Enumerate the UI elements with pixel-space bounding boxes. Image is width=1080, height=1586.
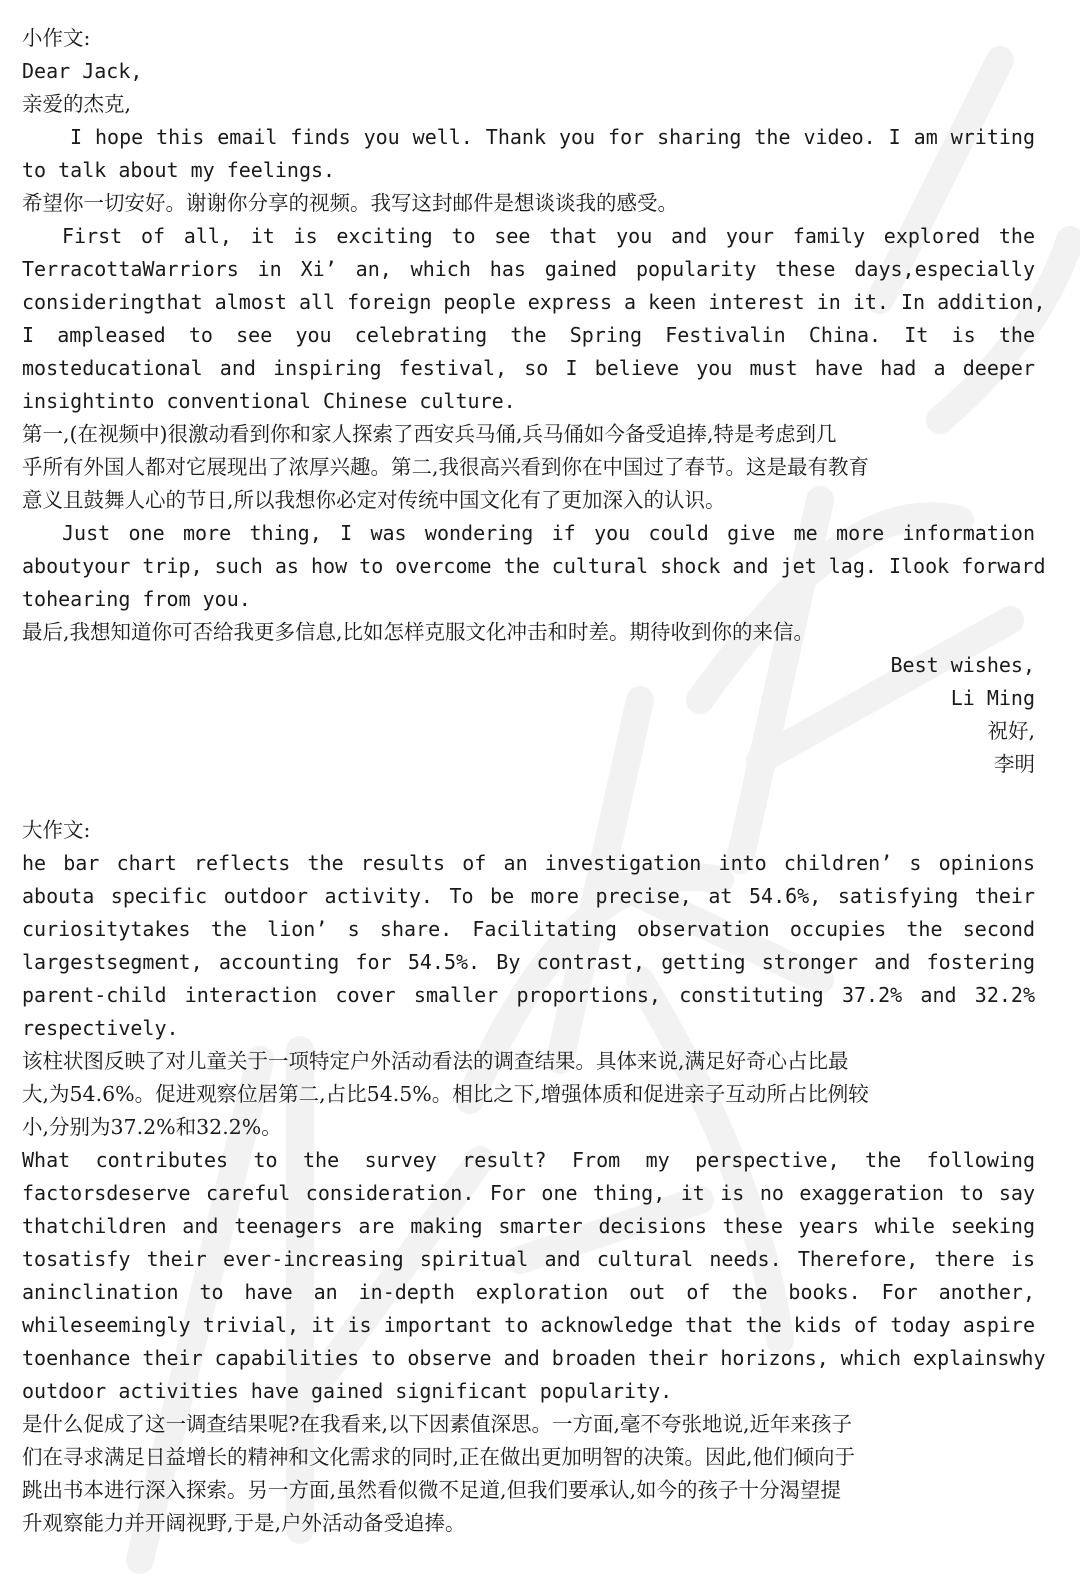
big_essay-line: whileseemingly trivial, it is important to acknowledge that the kids of today aspire [22,1313,1035,1337]
small_essay-line: 最后,我想知道你可否给我更多信息,比如怎样克服文化冲击和时差。期待收到你的来信。 [22,620,815,644]
small_essay-line: TerracottaWarriors in Xi’ an, which has gained popularity these days,especially [22,257,1035,281]
big_essay-line: 跳出书本进行深入探索。另一方面,虽然看似微不足道,但我们要承认,如今的孩子十分渴望提 [22,1478,842,1502]
big_essay-line: factorsdeserve careful consideration. For one thing, it is no exaggeration to say [22,1181,1035,1205]
big_essay-line: What contributes to the survey result? From my perspective, the following [22,1148,1035,1172]
small_essay-line: consideringthat almost all foreign people express a keen interest in it. In addition, [22,290,1046,314]
big_essay-line: respectively. [22,1016,179,1040]
small_essay-line: 意义且鼓舞人心的节日,所以我想你必定对传统中国文化有了更加深入的认识。 [22,488,726,512]
section-gap [22,781,1035,814]
big_essay-line: tosatisfy their ever-increasing spiritual and cultural needs. Therefore, there is [22,1247,1035,1271]
big_essay-line: toenhance their capabilities to observe and broaden their horizons, which explainswhy [22,1346,1046,1370]
big_essay-line: parent-child interaction cover smaller proportions, constituting 37.2% and 32.2% [22,983,1035,1007]
small_essay-line: tohearing from you. [22,587,251,611]
big_essay-line: thatchildren and teenagers are making smarter decisions these years while seeking [22,1214,1035,1238]
small_essay-line: Best wishes, [890,653,1035,677]
small_essay-line: aboutyour trip, such as how to overcome the cultural shock and jet lag. Ilook forward [22,554,1046,578]
document-page [22,22,1046,1540]
small_essay-line: 祝好, [987,719,1035,743]
small-essay-heading: 小作文: [22,26,91,50]
small_essay-line: insightinto conventional Chinese culture. [22,389,516,413]
small_essay-line: 乎所有外国人都对它展现出了浓厚兴趣。第二,我很高兴看到你在中国过了春节。这是最有教育 [22,455,870,479]
big_essay-line: 该柱状图反映了对儿童关于一项特定户外活动看法的调查结果。具体来说,满足好奇心占比最 [22,1049,849,1073]
small_essay-line: Just one more thing, I was wondering if you could give me more information [62,521,1035,545]
big_essay-line: 小,分别为37.2%和32.2%。 [22,1115,282,1139]
big_essay-line: he bar chart reflects the results of an investigation into children’ s opinions [22,851,1035,875]
big_essay-line: 是什么促成了这一调查结果呢?在我看来,以下因素值深思。一方面,毫不夸张地说,近年来孩子 [22,1412,853,1436]
small_essay-line: mosteducational and inspiring festival, so I believe you must have had a deeper [22,356,1035,380]
small_essay-line: I ampleased to see you celebrating the Spring Festivalin China. It is the [22,323,1035,347]
small_essay-line: Dear Jack, [22,59,143,83]
small_essay-line: 第一,(在视频中)很激动看到你和家人探索了西安兵马俑,兵马俑如今备受追捧,特是考虑到几 [22,422,837,446]
small_essay-line: I hope this email finds you well. Thank you for sharing the video. I am writing [70,125,1035,149]
big_essay-line: 升观察能力并开阔视野,于是,户外活动备受追捧。 [22,1511,466,1535]
big_essay-line: outdoor activities have gained significant popularity. [22,1379,673,1403]
big-essay-body [22,847,1046,1540]
big_essay-line: 大,为54.6%。促进观察位居第二,占比54.5%。相比之下,增强体质和促进亲子互动所占比例较 [22,1082,869,1106]
small_essay-line: Li Ming [950,686,1035,710]
big_essay-line: abouta specific outdoor activity. To be more precise, at 54.6%, satisfying their [22,884,1035,908]
small_essay-line: 希望你一切安好。谢谢你分享的视频。我写这封邮件是想谈谈我的感受。 [22,191,678,215]
big_essay-line: curiositytakes the lion’ s share. Facilitating observation occupies the second [22,917,1035,941]
small_essay-line: First of all, it is exciting to see that you and your family explored the [62,224,1035,248]
big-essay-heading: 大作文: [22,818,91,842]
small_essay-line: 李明 [994,752,1035,776]
big_essay-line: 们在寻求满足日益增长的精神和文化需求的同时,正在做出更加明智的决策。因此,他们倾向于 [22,1445,856,1469]
small_essay-line: to talk about my feelings. [22,158,336,182]
big_essay-line: aninclination to have an in-depth exploration out of the books. For another, [22,1280,1035,1304]
small-essay-body [22,55,1046,781]
big_essay-line: largestsegment, accounting for 54.5%. By contrast, getting stronger and fostering [22,950,1035,974]
small_essay-line: 亲爱的杰克, [22,92,132,116]
